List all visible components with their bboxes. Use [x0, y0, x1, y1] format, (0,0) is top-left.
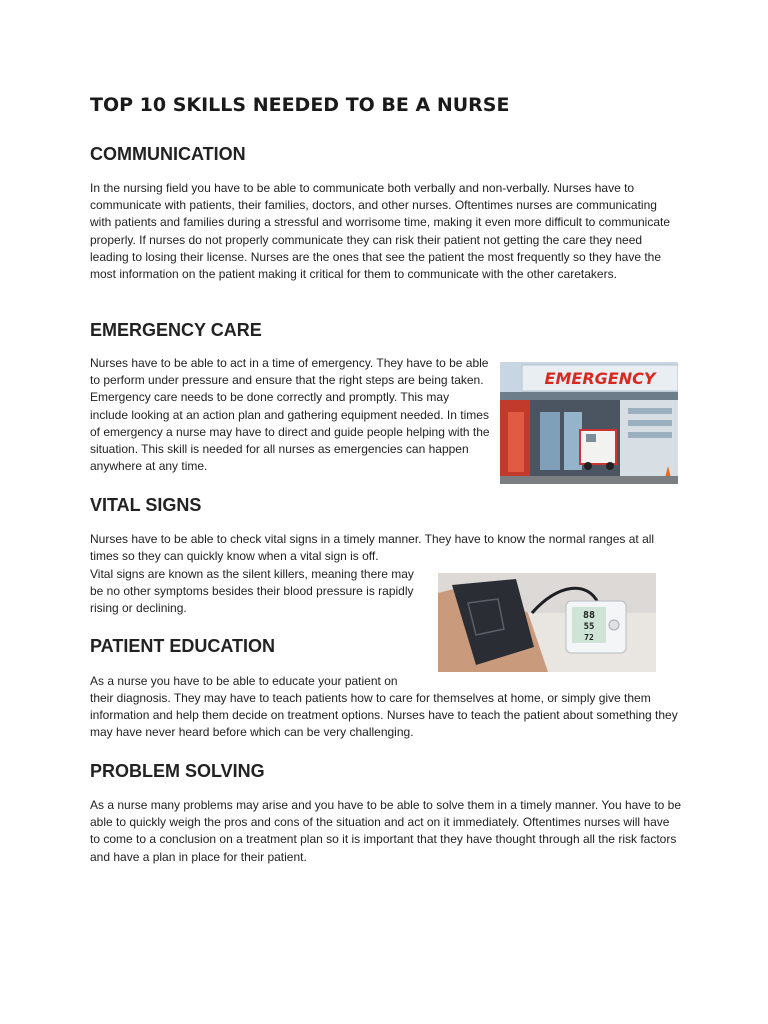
- paragraph-vital-signs-detail: Vital signs are known as the silent killers, meaning there may be no other symptoms besides their blood pressure is rapidly rising or declining.: [90, 567, 414, 616]
- heading-emergency-care: EMERGENCY CARE: [90, 320, 262, 340]
- heading-problem-solving: PROBLEM SOLVING: [90, 761, 265, 781]
- heading-patient-education: PATIENT EDUCATION: [90, 636, 275, 656]
- page-title: TOP 10 SKILLS NEEDED TO BE A NURSE: [90, 94, 510, 116]
- heading-communication: COMMUNICATION: [90, 144, 246, 164]
- paragraph-communication: In the nursing field you have to be able to communicate both verbally and non-verbally. Nurses have to communicate with patients, their families, doctors, and other nurses. Oftentimes nurses are communicating with patients and families during a stressful and worrisome time, making it even more difficult to communicate properly. If nurses do not properly communicate they can risk their patient not getting the care they need leading to losing their license. Nurses are the ones that see the patient the most frequently so they have the most information on the patient making it critical for them to communicate with the other caretakers.: [90, 181, 671, 282]
- emergency-photo-graphic: [500, 362, 678, 484]
- emergency-entrance-photo: [500, 362, 678, 484]
- paragraph-patient-education-start: As a nurse you have to be able to educate your patient on: [90, 674, 398, 688]
- monitor-value-dia: 55: [583, 622, 595, 632]
- monitor-value-pulse: 72: [584, 633, 594, 642]
- paragraph-vital-signs-intro: Nurses have to be able to check vital signs in a timely manner. They have to know the normal ranges at all times so they can quickly know when a vital sign is off.: [90, 532, 655, 564]
- heading-vital-signs: VITAL SIGNS: [90, 495, 202, 515]
- paragraph-problem-solving: As a nurse many problems may arise and you have to be able to solve them in a timely manner. You have to be able to quickly weigh the pros and cons of the situation and act on it immediately. Oftentimes nurses will have to come to a conclusion on a treatment plan so it is important that they have thought through all the risk factors and have a plan in place for their patient.: [90, 798, 682, 864]
- blood-pressure-photo: [438, 573, 656, 672]
- emergency-sign-text: EMERGENCY: [544, 369, 656, 388]
- paragraph-patient-education: their diagnosis. They may have to teach patients how to care for themselves at home, or simply give them information and help them decide on treatment options. Nurses have to teach the patient about something they may have never heard before which can be very challenging.: [90, 691, 678, 740]
- monitor-value-sys: 88: [582, 610, 596, 621]
- paragraph-emergency-care: Nurses have to be able to act in a time of emergency. They have to be able to perform under pressure and ensure that the right steps are being taken. Emergency care needs to be done correctly and promptly. This may include looking at an action plan and gathering equipment needed. In times of emergency a nurse may have to direct and guide people helping with the situation. This skill is needed for all nurses as emergencies can happen anywhere at any time.: [90, 356, 490, 474]
- blood-pressure-graphic: [438, 573, 656, 672]
